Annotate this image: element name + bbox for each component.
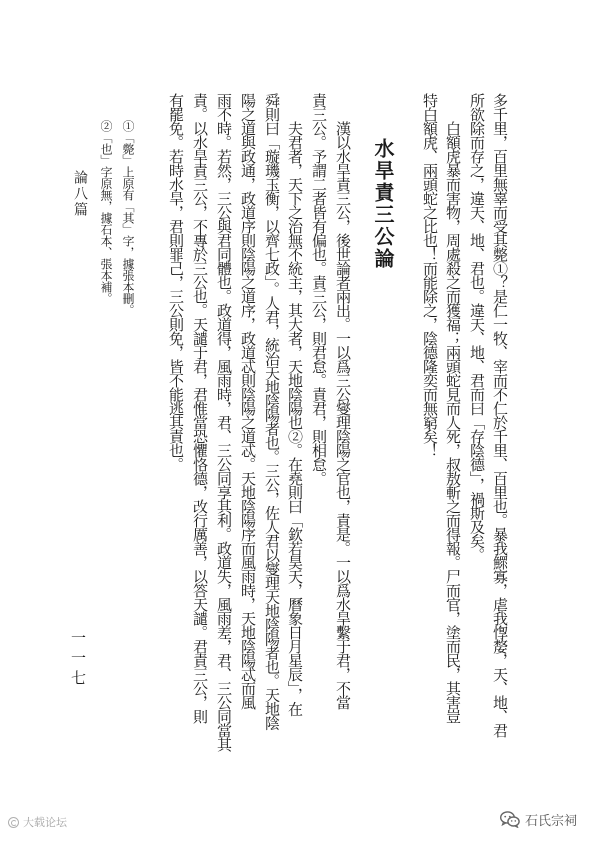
text-column: 特白額虎、兩頭蛇之比也！而能除之，陰德隆奕而無窮矣！ (421, 93, 439, 457)
footnote-1: ①「斃」上原有「其」字，據張本刪。 (121, 120, 135, 316)
text-column: 陽之道與政通，政道序則陰陽之道序，政道忒則陰陽之道忒。天地陰陽序而風雨時，天地陰陽忒而風 (239, 93, 257, 709)
page-number: 一一七 (69, 630, 87, 690)
text-column: 有罷免。若時水旱，君則罪己，三公則免，皆不能逃其責也。 (167, 93, 185, 471)
text-column: 責。以水旱責三公，不專於三公也。天譴于君，君惟當恐懼恪德，改行厲善，以答天譴。君責三公，則 (191, 93, 209, 723)
text-column-indented: 夫君者，天下之治無不統主，其大者，天地陰陽也②。在堯則曰「欽若昊天，曆象日月星辰」，在 (286, 121, 304, 716)
text-column: 多千里，百里無辜而受其斃①？是仁一牧、宰而不仁於千里、百里也。暴我鰥寡，虐我惸嫠，天、地、君 (491, 93, 509, 737)
text-column: 雨不時。若然，三公與君同體也。政道得，風雨時，君、三公同享其利。政道失，風雨差，君、三公同當其 (215, 93, 233, 751)
essay-title: 水旱責三公論 (371, 138, 395, 270)
watermark-left (8, 814, 67, 830)
watermark-left-text: 大载论坛 (23, 816, 67, 829)
text-column: 舜則曰「璇璣玉衡，以齊七政」。人君，統治天地陰陽者也。三公，佐人君以燮理天地陰陽者也。天地陰 (263, 93, 281, 730)
text-column: 責三公。予謂二者皆有偏也。責三公，則君怠。責君，則相怠。 (310, 93, 328, 485)
running-head: 論八篇 (72, 170, 88, 218)
wechat-icon (500, 811, 520, 828)
watermark-right (500, 810, 577, 829)
text-column: 所欲除而存之，違天、地、君也。違天、地、君而曰「存陰德」，禍斯及矣。 (468, 93, 486, 562)
copyright-circle-icon (8, 817, 19, 828)
watermark-right-text: 石氏宗祠 (525, 814, 578, 829)
footnote-2: ②「也」字原無，據石本、張本補。 (99, 120, 113, 304)
text-column-indented: 漢以水旱責三公，後世論者兩出。一以爲三公燮理陰陽之官也，責是。一以爲水旱繫于君，不當 (334, 121, 352, 709)
text-column-indented: 白額虎暴而害物，周處殺之而獲福；兩頭蛇見而人死，叔敖斬之而得報。尸而官，塗而民，其害豈 (444, 121, 462, 723)
